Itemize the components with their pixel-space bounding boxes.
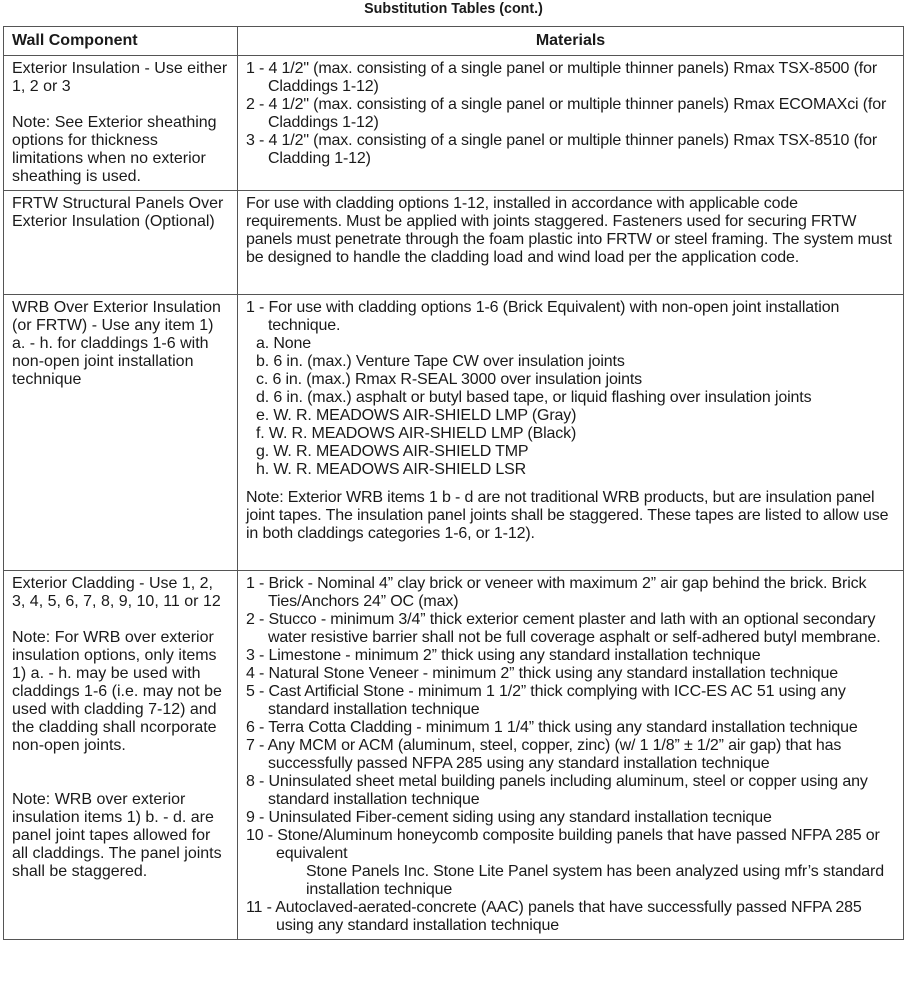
material-item: 11 - Autoclaved-aerated-concrete (AAC) panels that have successfully passed NFPA 285 using any standard installation technique xyxy=(246,899,862,934)
component-note: Note: WRB over exterior insulation items 1) b. - d. are panel joint tapes allowed for all claddings. The panel joints shall be staggered. xyxy=(12,791,222,880)
material-subitem: c. 6 in. (max.) Rmax R-SEAL 3000 over insulation joints xyxy=(256,371,642,388)
material-subitem: e. W. R. MEADOWS AIR-SHIELD LMP (Gray) xyxy=(256,407,577,424)
material-item: 3 - Limestone - minimum 2” thick using any standard installation technique xyxy=(246,647,761,664)
materials-cell xyxy=(238,191,904,295)
component-label: WRB Over Exterior Insulation (or FRTW) - Use any item 1) a. - h. for claddings 1-6 with non-open joint installation technique xyxy=(12,299,221,388)
material-subitem: g. W. R. MEADOWS AIR-SHIELD TMP xyxy=(256,443,529,460)
header-materials: Materials xyxy=(238,27,904,56)
materials-cell xyxy=(238,295,904,571)
material-item: 9 - Uninsulated Fiber-cement siding using any standard installation tecnique xyxy=(246,809,772,826)
material-item: 1 - Brick - Nominal 4” clay brick or veneer with maximum 2” air gap behind the brick. Brick Ties/Anchors 24” OC (max) xyxy=(246,575,867,610)
table-row-wrb xyxy=(4,295,904,571)
material-item: 2 - 4 1/2" (max. consisting of a single panel or multiple thinner panels) Rmax ECOMAXci (for Claddings 1-12) xyxy=(246,96,887,131)
material-item: 2 - Stucco - minimum 3/4” thick exterior cement plaster and lath with an optional secondary water resistive barrier shall not be full coverage asphalt or self-adhered butyl membrane. xyxy=(246,611,881,646)
table-row-exterior-insulation xyxy=(4,56,904,191)
component-cell xyxy=(4,56,238,191)
material-subnote: Stone Panels Inc. Stone Lite Panel system has been analyzed using mfr’s standard installation technique xyxy=(306,863,884,898)
materials-cell xyxy=(238,571,904,940)
material-item: 5 - Cast Artificial Stone - minimum 1 1/2” thick complying with ICC-ES AC 51 using any standard installation technique xyxy=(246,683,846,718)
material-text: For use with cladding options 1-12, installed in accordance with applicable code requirements. Must be applied with joints staggered. Fasteners used for securing FRTW panels must penetrate through the foam plastic into FRTW or steel framing. The system must be designed to handle the cladding load and wind load per the application code. xyxy=(246,195,892,266)
component-label: Exterior Insulation - Use either 1, 2 or 3 xyxy=(12,60,228,95)
component-note: Note: See Exterior sheathing options for thickness limitations when no exterior sheathing is used. xyxy=(12,114,217,185)
material-subitem: d. 6 in. (max.) asphalt or butyl based tape, or liquid flashing over insulation joints xyxy=(256,389,812,406)
page-title: Substitution Tables (cont.) xyxy=(364,0,543,17)
component-note: Note: For WRB over exterior insulation options, only items 1) a. - h. may be used with claddings 1-6 (i.e. may not be used with cladding 7-12) and the cladding shall ncorporate non-open joints. xyxy=(12,629,222,754)
material-item: 6 - Terra Cotta Cladding - minimum 1 1/4” thick using any standard installation technique xyxy=(246,719,858,736)
material-item: 3 - 4 1/2" (max. consisting of a single panel or multiple thinner panels) Rmax TSX-8510 (for Cladding 1-12) xyxy=(246,132,878,167)
material-note: Note: Exterior WRB items 1 b - d are not traditional WRB products, but are insulation panel joint tapes. The insulation panel joints shall be staggered. These tapes are listed to allow use in both claddings categories 1-6, or 1-12). xyxy=(246,489,889,542)
materials-cell xyxy=(238,56,904,191)
material-item: 7 - Any MCM or ACM (aluminum, steel, copper, zinc) (w/ 1 1/8” ± 1/2” air gap) that has successfully passed NFPA 285 using any standard installation technique xyxy=(246,737,842,772)
material-subitem: a. None xyxy=(256,335,311,352)
material-subitem: f. W. R. MEADOWS AIR-SHIELD LMP (Black) xyxy=(256,425,577,442)
material-item: 1 - 4 1/2" (max. consisting of a single panel or multiple thinner panels) Rmax TSX-8500 (for Claddings 1-12) xyxy=(246,60,878,95)
component-cell xyxy=(4,571,238,940)
material-subitem: h. W. R. MEADOWS AIR-SHIELD LSR xyxy=(256,461,527,478)
material-item: 8 - Uninsulated sheet metal building panels including aluminum, steel or copper using any standard installation technique xyxy=(246,773,868,808)
material-intro: 1 - For use with cladding options 1-6 (Brick Equivalent) with non-open joint installation technique. xyxy=(246,299,840,334)
component-label: FRTW Structural Panels Over Exterior Insulation (Optional) xyxy=(12,195,224,230)
component-label: Exterior Cladding - Use 1, 2, 3, 4, 5, 6, 7, 8, 9, 10, 11 or 12 xyxy=(12,575,221,610)
header-wall-component: Wall Component xyxy=(4,27,238,56)
material-subitem: b. 6 in. (max.) Venture Tape CW over insulation joints xyxy=(256,353,625,370)
material-item: 4 - Natural Stone Veneer - minimum 2” thick using any standard installation technique xyxy=(246,665,839,682)
component-cell xyxy=(4,191,238,295)
material-item: 10 - Stone/Aluminum honeycomb composite building panels that have passed NFPA 285 or equivalent xyxy=(246,827,880,862)
table-row-exterior-cladding xyxy=(4,571,904,940)
table-header-row xyxy=(4,27,904,56)
substitution-table xyxy=(3,26,904,940)
component-cell xyxy=(4,295,238,571)
table-row-frtw-panels xyxy=(4,191,904,295)
